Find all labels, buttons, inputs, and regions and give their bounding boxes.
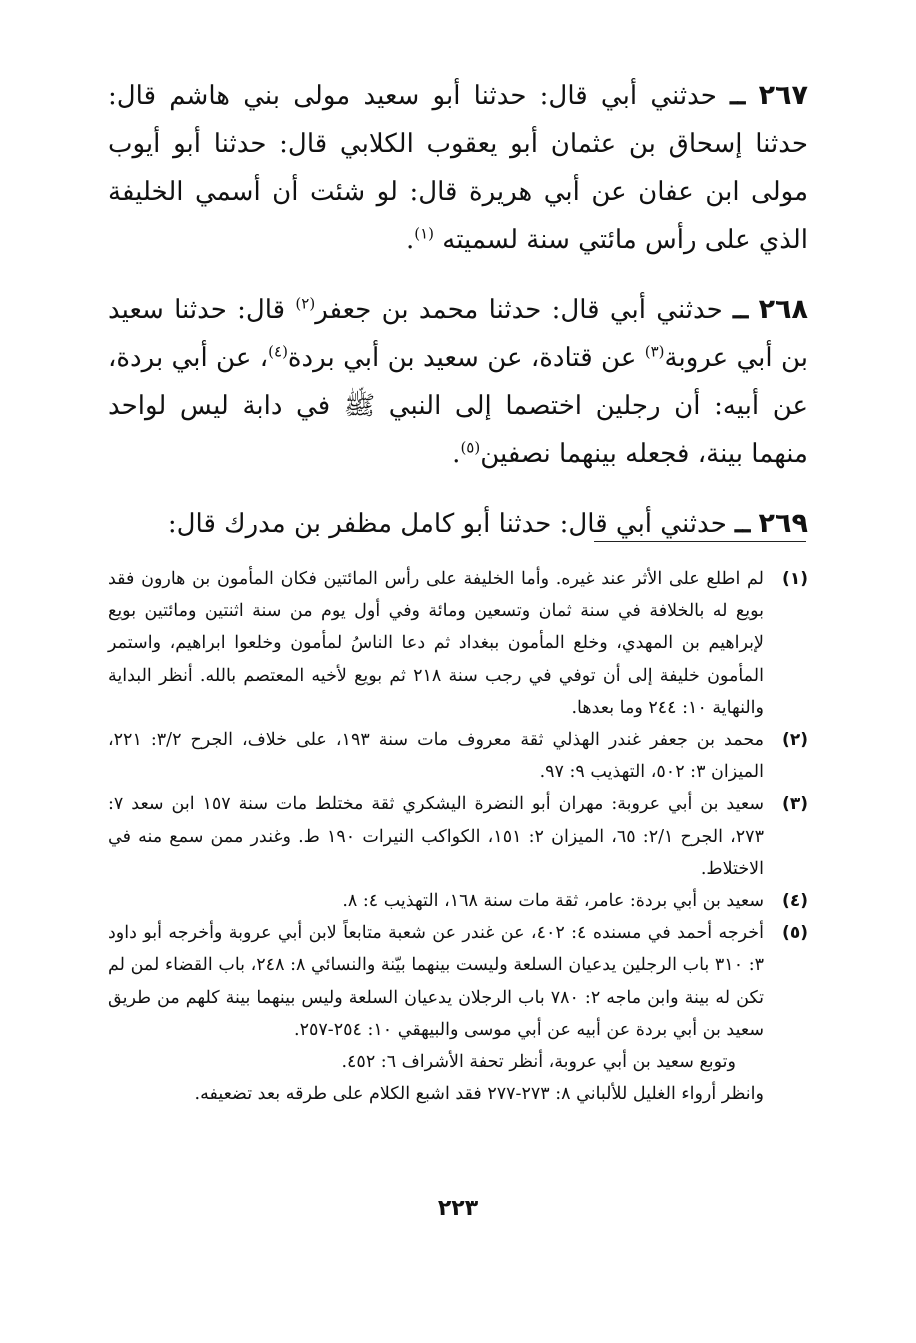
hadith-end: .: [405, 225, 415, 255]
footnote-divider: [594, 541, 806, 542]
footnote-text: لم اطلع على الأثر عند غيره. وأما الخليفة على رأس المائتين فكان المأمون بن هارون فقد بويع له بالخلافة في سنة ثمان وتسعين ومائة وفي أول يوم من سنة اثنتين ومائتين بويع لإبراهيم بن المهدي، وخلع المأمون ببغداد ثم دعا الناسُ لمأمون وخلعوا ابراهيم، واستمر المأمون خليفة إلى أن توفي في رجب سنة ٢١٨ ثم بويع لأخيه المعتصم بالله. أنظر البداية والنهاية ١٠: ٢٤٤ وما بعدها.: [108, 569, 764, 718]
footnote-marker: (٥): [782, 923, 808, 944]
footnote-reference: (٢): [295, 294, 316, 313]
footnotes: [108, 563, 808, 1110]
hadith-text: قال: حدثنا سعيد بن أبي عروبة: [108, 295, 809, 373]
hadith-text: عن قتادة، عن سعيد بن أبي بردة: [287, 343, 645, 373]
footnote-reference: (١): [414, 224, 434, 243]
hadith-268: [108, 286, 808, 478]
hadith-number: ٢٦٩: [758, 508, 808, 539]
footnote-marker: (٢): [782, 730, 808, 751]
dash: ــ: [733, 295, 749, 325]
hadith-text: ، عن أبي بردة، عن أبيه: أن رجلين اختصما إلى النبي ﷺ في دابة ليس لواحد منهما بينة، فجعله بينهما نصفين: [108, 343, 808, 469]
footnote-4: [108, 885, 808, 917]
footnote-reference: (٥): [460, 438, 481, 457]
footnote-5-continuation: وانظر أرواء الغليل للألباني ٨: ٢٧٣-٢٧٧ فقد اشبع الكلام على طرقه بعد تضعيفه.: [194, 1084, 764, 1105]
hadith-267: [108, 72, 808, 264]
hadith-text: حدثني أبي قال: حدثنا أبو كامل مظفر بن مدرك قال:: [167, 509, 727, 539]
footnote-reference: (٣): [644, 342, 665, 361]
footnote-text: سعيد بن أبي عروبة: مهران أبو النضرة اليشكري ثقة مختلط مات سنة ١٥٧ ابن سعد ٧: ٢٧٣، الجرح ٢/١: ٦٥، الميزان ٢: ١٥١، الكواكب النيرات ١٩٠ ط. وغندر ممن سمع منه في الاختلاط.: [108, 794, 764, 879]
footnote-1: [108, 563, 808, 724]
footnote-5: [108, 917, 808, 1046]
dash: ــ: [735, 509, 751, 539]
hadith-end: .: [452, 439, 461, 469]
main-text: [108, 72, 808, 570]
footnote-marker: (١): [782, 569, 808, 589]
footnote-2: [108, 724, 808, 788]
footnote-marker: (٤): [782, 891, 808, 912]
dash: ــ: [730, 81, 746, 111]
hadith-number: ٢٦٨: [758, 294, 809, 325]
footnote-5-continuation: وتوبع سعيد بن أبي عروبة، أنظر تحفة الأشراف ٦: ٤٥٢.: [341, 1052, 736, 1073]
hadith-text: حدثني أبي قال: حدثنا أبو سعيد مولى بني هاشم قال: حدثنا إسحاق بن عثمان أبو يعقوب الكلابي قال: حدثنا أبو أيوب مولى ابن عفان عن أبي هريرة قال: لو شئت أن أسمي الخليفة الذي على رأس مائتي سنة لسميته: [108, 81, 808, 255]
footnote-reference: (٤): [268, 342, 288, 361]
hadith-text: حدثني أبي قال: حدثنا محمد بن جعفر: [315, 295, 723, 325]
footnote-text: سعيد بن أبي بردة: عامر، ثقة مات سنة ١٦٨، التهذيب ٤: ٨.: [342, 891, 764, 912]
page-number: ٢٢٣: [437, 1196, 479, 1221]
footnote-3: [108, 788, 808, 885]
footnote-text: محمد بن جعفر غندر الهذلي ثقة معروف مات سنة ١٩٣، على خلاف، الجرح ٣/٢: ٢٢١، الميزان ٣: ٥٠٢، التهذيب ٩: ٩٧.: [108, 730, 764, 783]
hadith-number: ٢٦٧: [758, 80, 809, 111]
footnote-marker: (٣): [782, 794, 808, 815]
footnote-text: أخرجه أحمد في مسنده ٤: ٤٠٢، عن غندر عن شعبة متابعاً لابن أبي عروبة وأخرجه أبو داود ٣: ٣١٠ باب الرجلين يدعيان السلعة وليست بينهما بيّنة والنسائي ٨: ٢٤٨، باب القضاء لمن لم تكن له بينة وابن ماجه ٢: ٧٨٠ باب الرجلان يدعيان السلعة وليس بينهما بينة كلهم من طريق سعيد بن أبي بردة عن أبيه عن أبي موسى والبيهقي ١٠: ٢٥٤-٢٥٧.: [108, 923, 764, 1040]
